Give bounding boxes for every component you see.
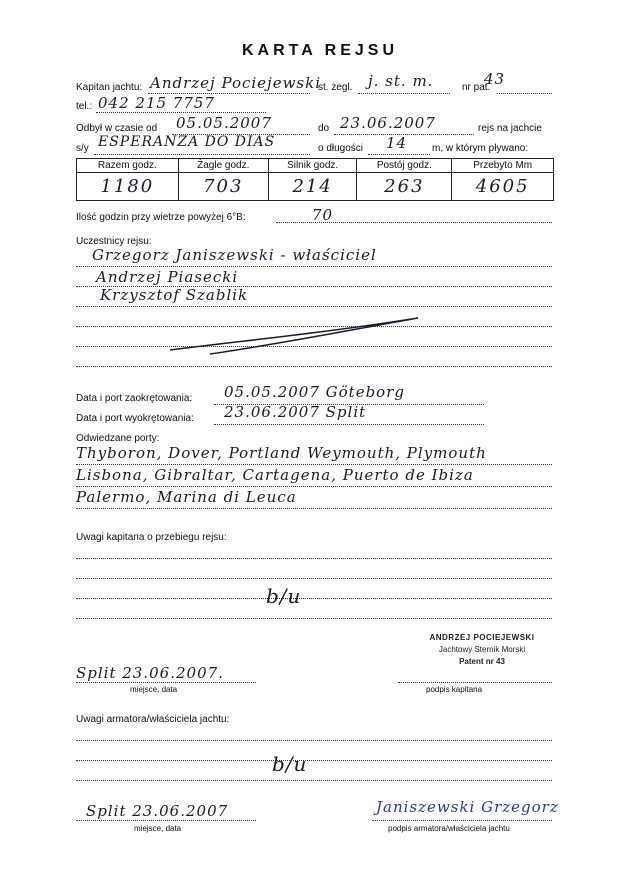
captain-remarks-line-1	[76, 558, 552, 559]
crew-strike-through	[150, 310, 430, 360]
date-to-value: 23.06.2007	[340, 114, 436, 132]
stamp-name: ANDRZEJ POCIEJEWSKI	[429, 633, 535, 642]
value-przebyto: 4605	[452, 173, 554, 201]
stats-table	[76, 158, 554, 201]
odbyl-label: Odbył w czasie od	[76, 123, 158, 134]
value-zagle: 703	[178, 173, 268, 201]
length-line	[368, 154, 430, 155]
stamp-patent: Patent nr 43	[459, 657, 505, 666]
crew-member-3: Krzysztof Szablik	[100, 286, 249, 304]
header-postoj: Postój godz.	[357, 159, 452, 173]
owner-place-date-label: miejsce, data	[134, 824, 182, 833]
dlugosci-label: o długości	[318, 143, 364, 154]
tel-value: 042 215 7757	[98, 94, 215, 112]
wyokretowania-label: Data i port wyokrętowania:	[76, 413, 194, 424]
value-postoj: 263	[357, 173, 452, 201]
crew-member-1: Grzegorz Janiszewski - właściciel	[92, 246, 377, 264]
crew-line-6	[76, 366, 552, 367]
value-silnik: 214	[268, 173, 356, 201]
kapitan-value: Andrzej Pociejewski	[150, 74, 322, 92]
visited-line-3	[76, 508, 552, 509]
nrpat-line	[497, 93, 552, 94]
page-title: KARTA REJSU	[241, 42, 398, 59]
zaokretowania-value: 05.05.2007 Göteborg	[224, 383, 405, 401]
stzegl-label: st. żegl.	[318, 82, 353, 93]
nrpat-label: nr pat.	[462, 82, 491, 93]
captain-remarks-label: Uwagi kapitana o przebiegu rejsu:	[76, 532, 227, 543]
header-razem: Razem godz.	[77, 159, 179, 173]
length-value: 14	[386, 134, 408, 152]
yacht-line	[94, 154, 310, 155]
stamp-rank: Jachtowy Sternik Morski	[438, 645, 526, 654]
owner-remarks-line-2	[76, 760, 552, 761]
captain-remarks-line-4	[76, 618, 552, 619]
tel-label: tel.:	[76, 101, 93, 112]
visited-line-2	[76, 486, 552, 487]
nrpat-value: 43	[484, 70, 506, 88]
owner-signature-label: podpis armatora/właściciela jachtu	[388, 824, 510, 833]
visited-ports-line-3: Palermo, Marina di Leuca	[76, 488, 297, 506]
owner-place-date-value: Split 23.06.2007	[86, 802, 229, 820]
value-razem: 1180	[77, 173, 179, 201]
wind-label: Ilość godzin przy wietrze powyżej 6°B:	[76, 212, 246, 223]
owner-signature-value: Janiszewski Grzegorz	[376, 798, 559, 816]
visited-line-1	[76, 464, 552, 465]
captain-remarks-value: b/u	[266, 584, 302, 608]
wyokretowania-value: 23.06.2007 Split	[224, 403, 367, 421]
owner-remarks-value: b/u	[272, 752, 308, 776]
captain-signature-line	[398, 682, 552, 683]
captain-place-date-value: Split 23.06.2007.	[76, 664, 224, 682]
captain-remarks-line-3	[76, 598, 552, 599]
do-label: do	[318, 123, 330, 134]
visited-ports-line-1: Thyboron, Dover, Portland Weymouth, Plymouth	[76, 444, 487, 462]
header-zagle: Żagle godz.	[178, 159, 268, 173]
yacht-name-value: ESPERANZA DO DIAS	[98, 134, 276, 150]
captain-place-date-line	[76, 682, 256, 683]
kapitan-label: Kapitan jachtu:	[76, 82, 143, 93]
header-silnik: Silnik godz.	[268, 159, 356, 173]
visited-ports-line-2: Lisbona, Gibraltar, Cartagena, Puerto de Ibiza	[76, 466, 474, 484]
captain-stamp	[412, 632, 552, 668]
visited-ports-label: Odwiedzane porty:	[76, 433, 160, 444]
zaokretowania-label: Data i port zaokrętowania:	[76, 393, 193, 404]
owner-signature-line	[372, 820, 552, 821]
stzegl-value: j. st. m.	[368, 72, 434, 90]
ktorym-label: m, w którym pływano:	[432, 143, 529, 154]
crew-label: Uczestnicy rejsu:	[76, 236, 152, 247]
stzegl-line	[358, 93, 450, 94]
header-przebyto: Przebyto Mm	[452, 159, 554, 173]
captain-remarks-line-2	[76, 578, 552, 579]
date-from-value: 05.05.2007	[176, 114, 272, 132]
crew-line-3	[76, 306, 552, 307]
owner-place-date-line	[76, 820, 256, 821]
crew-member-2: Andrzej Piasecki	[96, 268, 239, 286]
crew-line-1	[76, 266, 552, 267]
wind-value: 70	[312, 206, 334, 224]
owner-remarks-line-1	[76, 740, 552, 741]
rejs-label: rejs na jachcie	[478, 123, 542, 134]
sy-label: s/y	[76, 143, 89, 154]
wyokretowania-line	[214, 424, 484, 425]
owner-remarks-line-3	[76, 780, 552, 781]
captain-signature-label: podpis kapitana	[426, 685, 483, 694]
tel-line	[96, 112, 266, 113]
owner-remarks-label: Uwagi armatora/właściciela jachtu:	[76, 714, 230, 725]
captain-place-date-label: miejsce, data	[130, 685, 178, 694]
